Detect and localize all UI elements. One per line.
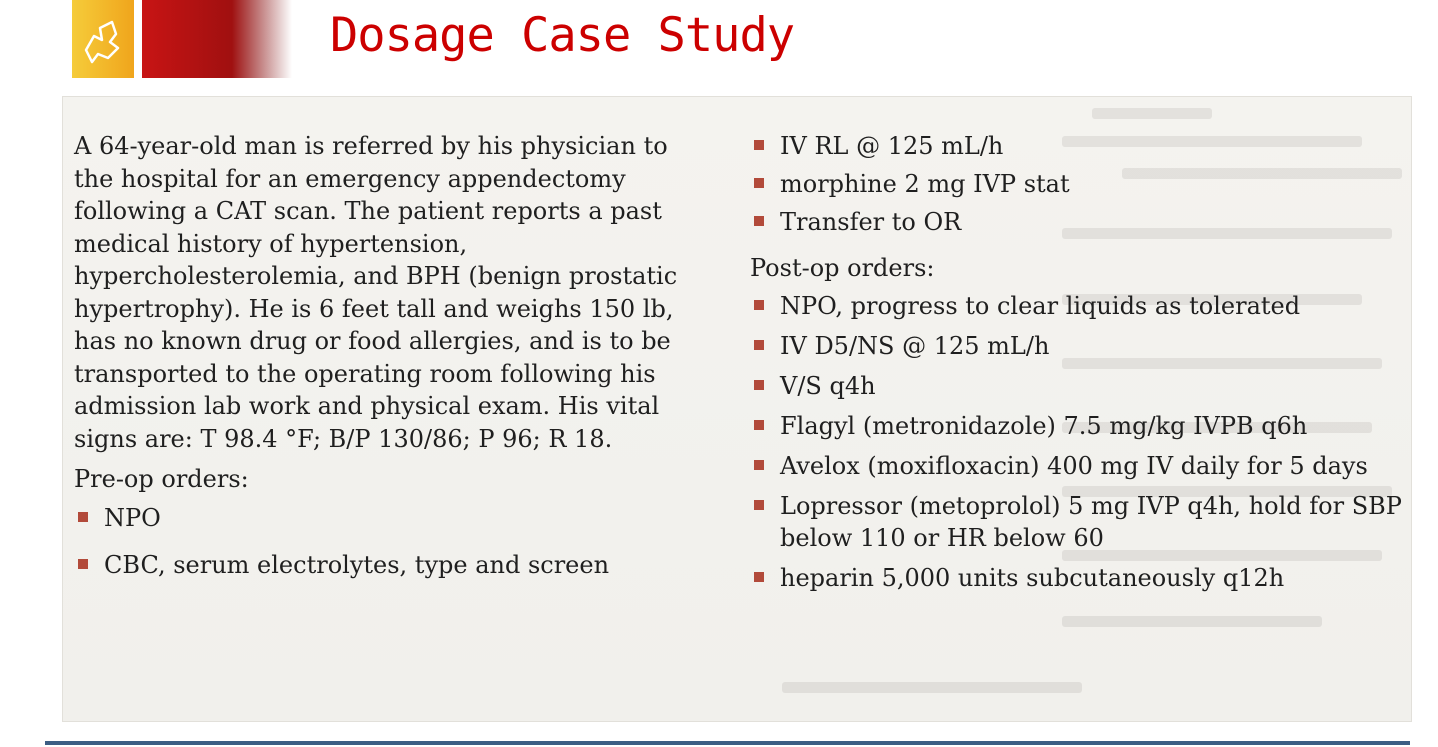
case-right-column bbox=[750, 130, 1410, 602]
list-item: IV D5/NS @ 125 mL/h bbox=[750, 330, 1410, 362]
case-left-column bbox=[74, 130, 714, 597]
list-item: NPO, progress to clear liquids as tolerated bbox=[750, 290, 1410, 322]
preop-list-left bbox=[74, 502, 714, 582]
page-title: Dosage Case Study bbox=[330, 8, 795, 63]
postop-list bbox=[750, 290, 1410, 594]
puzzle-logo-icon bbox=[72, 0, 292, 78]
preop-list-right bbox=[750, 130, 1410, 238]
list-item: Flagyl (metronidazole) 7.5 mg/kg IVPB q6h bbox=[750, 410, 1410, 442]
preop-heading: Pre-op orders: bbox=[74, 465, 249, 493]
list-item: V/S q4h bbox=[750, 370, 1410, 402]
list-item: NPO bbox=[74, 502, 714, 535]
bottom-divider bbox=[45, 741, 1410, 745]
list-item: Lopressor (metoprolol) 5 mg IVP q4h, hold for SBP below 110 or HR below 60 bbox=[750, 490, 1410, 554]
list-item: heparin 5,000 units subcutaneously q12h bbox=[750, 562, 1410, 594]
postop-heading: Post-op orders: bbox=[750, 254, 935, 282]
list-item: Transfer to OR bbox=[750, 206, 1410, 238]
list-item: CBC, serum electrolytes, type and screen bbox=[74, 549, 714, 582]
list-item: Avelox (moxifloxacin) 400 mg IV daily for 5 days bbox=[750, 450, 1410, 482]
list-item: IV RL @ 125 mL/h bbox=[750, 130, 1410, 162]
case-paragraph: A 64-year-old man is referred by his physician to the hospital for an emergency appendectomy following a CAT scan. The patient reports a past medical history of hypertension, hypercholesterolemia, and BPH (benign prostatic hypertrophy). He is 6 feet tall and weighs 150 lb, has no known drug or food allergies, and is to be transported to the operating room following his admission lab work and physical exam. His vital signs are: T 98.4 °F; B/P 130/86; P 96; R 18. bbox=[74, 132, 678, 453]
list-item: morphine 2 mg IVP stat bbox=[750, 168, 1410, 200]
